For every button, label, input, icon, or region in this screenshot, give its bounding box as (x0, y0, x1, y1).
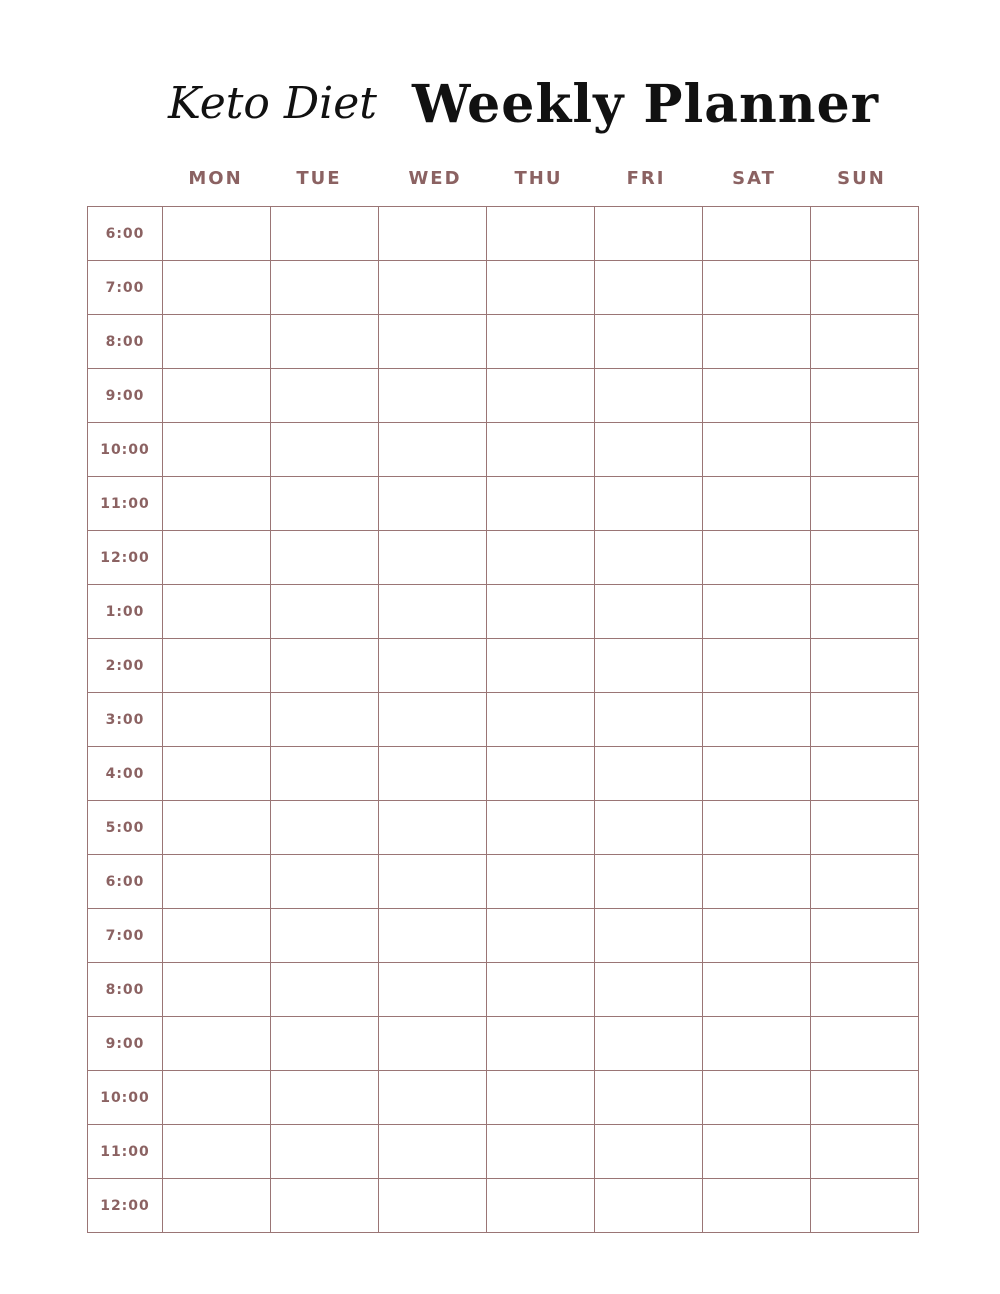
slot-cell-fri[interactable] (595, 1125, 703, 1179)
slot-cell-sat[interactable] (703, 207, 811, 261)
slot-cell-sun[interactable] (811, 369, 919, 423)
table-row (88, 1179, 919, 1233)
slot-cell-thu[interactable] (487, 423, 595, 477)
slot-cell-sat[interactable] (703, 747, 811, 801)
slot-cell-mon[interactable] (163, 477, 271, 531)
slot-cell-tue[interactable] (271, 261, 379, 315)
slot-cell-tue[interactable] (271, 531, 379, 585)
table-row (88, 369, 919, 423)
time-label: 4:00 (88, 747, 163, 801)
slot-cell-sun[interactable] (811, 747, 919, 801)
slot-cell-sat[interactable] (703, 639, 811, 693)
slot-cell-thu[interactable] (487, 585, 595, 639)
slot-cell-sat[interactable] (703, 369, 811, 423)
slot-cell-tue[interactable] (271, 855, 379, 909)
slot-cell-mon[interactable] (163, 639, 271, 693)
slot-cell-wed[interactable] (379, 801, 487, 855)
slot-cell-sat[interactable] (703, 531, 811, 585)
slot-cell-sat[interactable] (703, 477, 811, 531)
slot-cell-mon[interactable] (163, 963, 271, 1017)
time-label: 10:00 (88, 1071, 163, 1125)
slot-cell-mon[interactable] (163, 747, 271, 801)
slot-cell-fri[interactable] (595, 423, 703, 477)
slot-cell-fri[interactable] (595, 315, 703, 369)
slot-cell-wed[interactable] (379, 693, 487, 747)
slot-cell-sat[interactable] (703, 909, 811, 963)
slot-cell-fri[interactable] (595, 477, 703, 531)
slot-cell-thu[interactable] (487, 531, 595, 585)
slot-cell-mon[interactable] (163, 207, 271, 261)
slot-cell-mon[interactable] (163, 315, 271, 369)
slot-cell-sun[interactable] (811, 1125, 919, 1179)
slot-cell-tue[interactable] (271, 423, 379, 477)
slot-cell-sat[interactable] (703, 693, 811, 747)
slot-cell-wed[interactable] (379, 855, 487, 909)
slot-cell-fri[interactable] (595, 207, 703, 261)
slot-cell-fri[interactable] (595, 639, 703, 693)
slot-cell-tue[interactable] (271, 477, 379, 531)
slot-cell-fri[interactable] (595, 369, 703, 423)
table-row (88, 1071, 919, 1125)
slot-cell-wed[interactable] (379, 639, 487, 693)
slot-cell-thu[interactable] (487, 1071, 595, 1125)
slot-cell-tue[interactable] (271, 801, 379, 855)
slot-cell-thu[interactable] (487, 909, 595, 963)
slot-cell-sun[interactable] (811, 207, 919, 261)
day-header-fri: FRI (626, 168, 666, 189)
slot-cell-wed[interactable] (379, 585, 487, 639)
day-header-mon: MON (188, 168, 243, 189)
time-label: 9:00 (88, 369, 163, 423)
time-label: 11:00 (88, 477, 163, 531)
table-row (88, 639, 919, 693)
slot-cell-thu[interactable] (487, 1179, 595, 1233)
slot-cell-sun[interactable] (811, 585, 919, 639)
slot-cell-tue[interactable] (271, 909, 379, 963)
table-row (88, 423, 919, 477)
table-row (88, 909, 919, 963)
slot-cell-sat[interactable] (703, 855, 811, 909)
day-header-sun: SUN (837, 168, 886, 189)
slot-cell-fri[interactable] (595, 693, 703, 747)
time-label: 12:00 (88, 531, 163, 585)
slot-cell-sun[interactable] (811, 963, 919, 1017)
time-label: 7:00 (88, 909, 163, 963)
slot-cell-sun[interactable] (811, 261, 919, 315)
slot-cell-sat[interactable] (703, 423, 811, 477)
slot-cell-fri[interactable] (595, 1179, 703, 1233)
slot-cell-sun[interactable] (811, 1017, 919, 1071)
slot-cell-sat[interactable] (703, 1017, 811, 1071)
slot-cell-mon[interactable] (163, 693, 271, 747)
time-label: 8:00 (88, 315, 163, 369)
slot-cell-sat[interactable] (703, 1179, 811, 1233)
slot-cell-tue[interactable] (271, 585, 379, 639)
slot-cell-sat[interactable] (703, 1125, 811, 1179)
slot-cell-tue[interactable] (271, 747, 379, 801)
slot-cell-wed[interactable] (379, 369, 487, 423)
slot-cell-thu[interactable] (487, 1125, 595, 1179)
slot-cell-thu[interactable] (487, 1017, 595, 1071)
slot-cell-tue[interactable] (271, 1125, 379, 1179)
slot-cell-wed[interactable] (379, 747, 487, 801)
slot-cell-sun[interactable] (811, 423, 919, 477)
slot-cell-mon[interactable] (163, 855, 271, 909)
time-label: 5:00 (88, 801, 163, 855)
slot-cell-tue[interactable] (271, 315, 379, 369)
slot-cell-sun[interactable] (811, 1071, 919, 1125)
time-label: 10:00 (88, 423, 163, 477)
table-row (88, 963, 919, 1017)
slot-cell-thu[interactable] (487, 963, 595, 1017)
slot-cell-wed[interactable] (379, 531, 487, 585)
slot-cell-wed[interactable] (379, 963, 487, 1017)
slot-cell-tue[interactable] (271, 1071, 379, 1125)
day-header-tue: TUE (296, 168, 342, 189)
slot-cell-wed[interactable] (379, 423, 487, 477)
slot-cell-sat[interactable] (703, 963, 811, 1017)
time-label: 8:00 (88, 963, 163, 1017)
slot-cell-fri[interactable] (595, 261, 703, 315)
slot-cell-sun[interactable] (811, 909, 919, 963)
slot-cell-mon[interactable] (163, 909, 271, 963)
slot-cell-tue[interactable] (271, 207, 379, 261)
table-row (88, 693, 919, 747)
slot-cell-sun[interactable] (811, 693, 919, 747)
slot-cell-sun[interactable] (811, 477, 919, 531)
slot-cell-mon[interactable] (163, 1017, 271, 1071)
slot-cell-wed[interactable] (379, 1125, 487, 1179)
slot-cell-thu[interactable] (487, 207, 595, 261)
time-label: 3:00 (88, 693, 163, 747)
slot-cell-mon[interactable] (163, 423, 271, 477)
slot-cell-mon[interactable] (163, 531, 271, 585)
slot-cell-wed[interactable] (379, 477, 487, 531)
table-row (88, 531, 919, 585)
table-row (88, 855, 919, 909)
slot-cell-sat[interactable] (703, 585, 811, 639)
slot-cell-mon[interactable] (163, 261, 271, 315)
slot-cell-fri[interactable] (595, 855, 703, 909)
slot-cell-thu[interactable] (487, 369, 595, 423)
slot-cell-wed[interactable] (379, 1071, 487, 1125)
slot-cell-thu[interactable] (487, 693, 595, 747)
slot-cell-sat[interactable] (703, 261, 811, 315)
slot-cell-wed[interactable] (379, 261, 487, 315)
slot-cell-fri[interactable] (595, 963, 703, 1017)
slot-cell-sat[interactable] (703, 1071, 811, 1125)
slot-cell-thu[interactable] (487, 261, 595, 315)
slot-cell-sat[interactable] (703, 315, 811, 369)
slot-cell-wed[interactable] (379, 1179, 487, 1233)
slot-cell-sun[interactable] (811, 855, 919, 909)
slot-cell-wed[interactable] (379, 909, 487, 963)
slot-cell-fri[interactable] (595, 747, 703, 801)
slot-cell-tue[interactable] (271, 963, 379, 1017)
slot-cell-mon[interactable] (163, 585, 271, 639)
slot-cell-tue[interactable] (271, 369, 379, 423)
slot-cell-mon[interactable] (163, 1125, 271, 1179)
table-row (88, 207, 919, 261)
time-label: 11:00 (88, 1125, 163, 1179)
slot-cell-tue[interactable] (271, 639, 379, 693)
table-row (88, 315, 919, 369)
title-script: Keto Diet (168, 78, 377, 129)
slot-cell-tue[interactable] (271, 693, 379, 747)
slot-cell-thu[interactable] (487, 639, 595, 693)
slot-cell-mon[interactable] (163, 369, 271, 423)
slot-cell-wed[interactable] (379, 1017, 487, 1071)
title-main: Weekly Planner (412, 74, 880, 135)
table-row (88, 1125, 919, 1179)
slot-cell-fri[interactable] (595, 801, 703, 855)
slot-cell-fri[interactable] (595, 909, 703, 963)
slot-cell-fri[interactable] (595, 1071, 703, 1125)
time-label: 12:00 (88, 1179, 163, 1233)
slot-cell-sat[interactable] (703, 801, 811, 855)
day-header-sat: SAT (732, 168, 776, 189)
time-label: 7:00 (88, 261, 163, 315)
slot-cell-sun[interactable] (811, 315, 919, 369)
table-row (88, 1017, 919, 1071)
slot-cell-mon[interactable] (163, 1071, 271, 1125)
slot-cell-mon[interactable] (163, 1179, 271, 1233)
slot-cell-thu[interactable] (487, 477, 595, 531)
time-label: 6:00 (88, 855, 163, 909)
day-header-wed: WED (408, 168, 462, 189)
slot-cell-sun[interactable] (811, 639, 919, 693)
slot-cell-sun[interactable] (811, 1179, 919, 1233)
table-row (88, 261, 919, 315)
slot-cell-thu[interactable] (487, 315, 595, 369)
slot-cell-wed[interactable] (379, 315, 487, 369)
slot-cell-sun[interactable] (811, 531, 919, 585)
slot-cell-mon[interactable] (163, 801, 271, 855)
slot-cell-thu[interactable] (487, 855, 595, 909)
page-title (0, 70, 1000, 150)
slot-cell-fri[interactable] (595, 531, 703, 585)
slot-cell-fri[interactable] (595, 585, 703, 639)
table-row (88, 477, 919, 531)
slot-cell-thu[interactable] (487, 801, 595, 855)
time-label: 2:00 (88, 639, 163, 693)
table-row (88, 747, 919, 801)
slot-cell-thu[interactable] (487, 747, 595, 801)
time-label: 1:00 (88, 585, 163, 639)
planner-grid (87, 206, 919, 1233)
table-row (88, 801, 919, 855)
slot-cell-tue[interactable] (271, 1017, 379, 1071)
time-label: 6:00 (88, 207, 163, 261)
slot-cell-fri[interactable] (595, 1017, 703, 1071)
day-header-thu: THU (514, 168, 563, 189)
slot-cell-wed[interactable] (379, 207, 487, 261)
table-row (88, 585, 919, 639)
time-label: 9:00 (88, 1017, 163, 1071)
slot-cell-sun[interactable] (811, 801, 919, 855)
slot-cell-tue[interactable] (271, 1179, 379, 1233)
